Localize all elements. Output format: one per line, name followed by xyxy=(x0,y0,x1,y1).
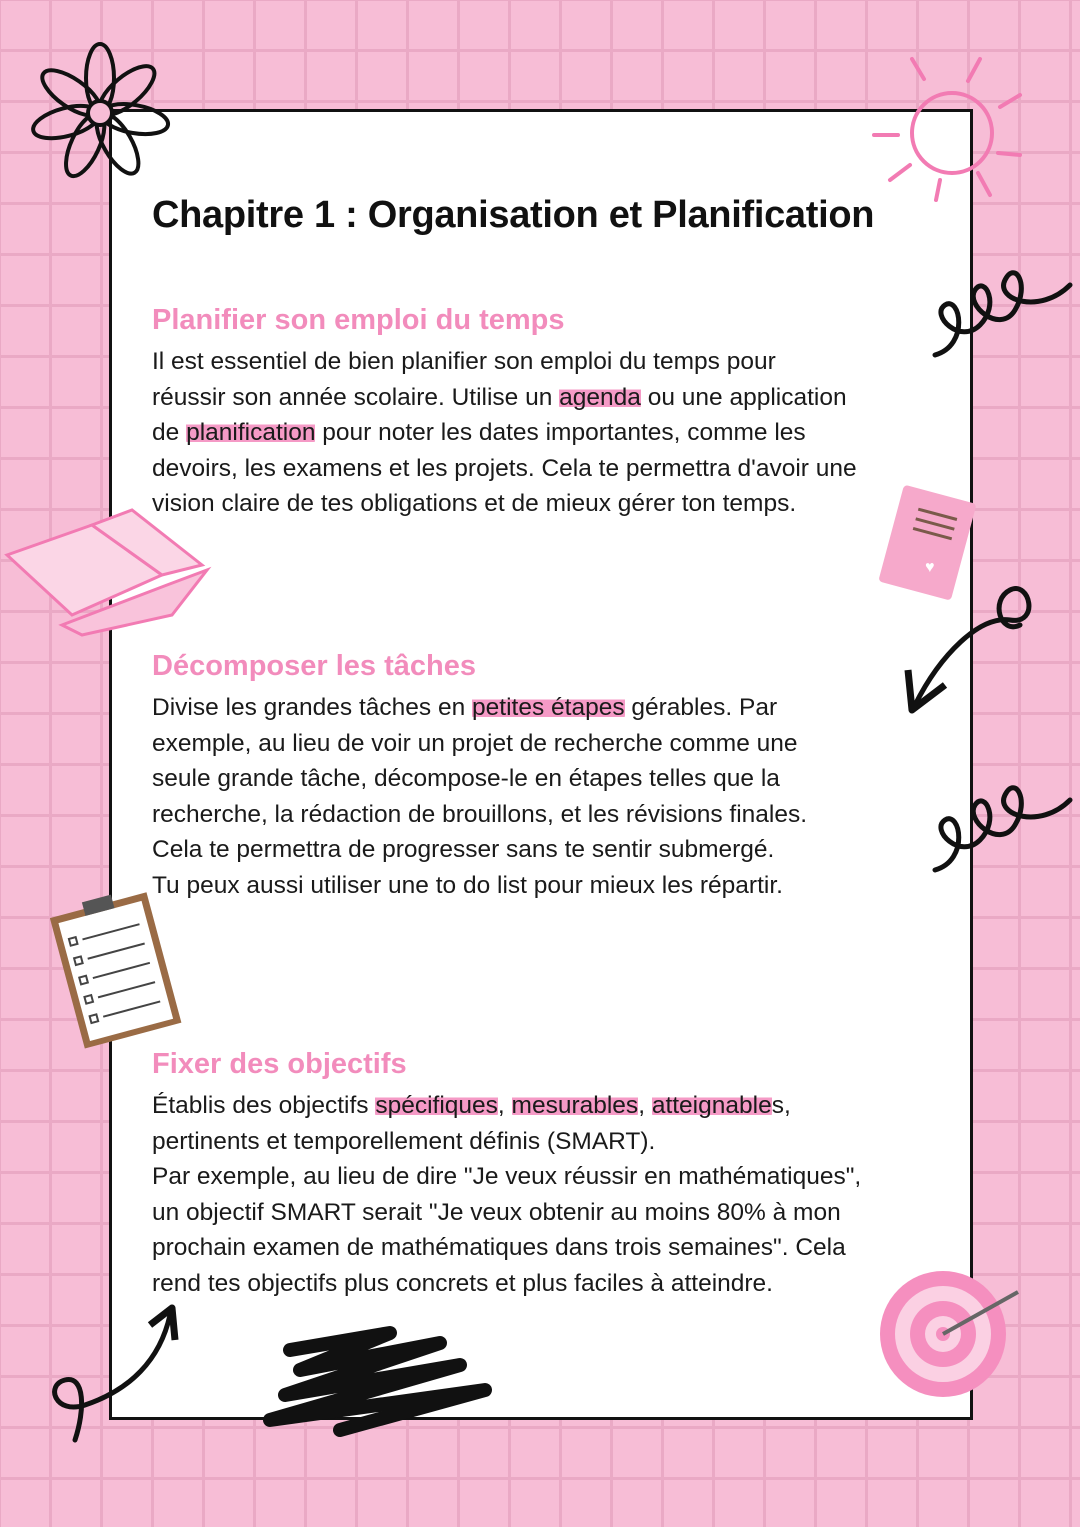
text-segment: un objectif SMART serait "Je veux obtenir au moins 80% à mon xyxy=(152,1198,841,1226)
section-heading-decomposer: Décomposer les tâches xyxy=(152,650,476,682)
loop-scribble-icon xyxy=(930,770,1080,880)
text-segment: exemple, au lieu de voir un projet de recherche comme une xyxy=(152,729,798,757)
section-body xyxy=(152,344,857,522)
text-segment: Tu peux aussi utiliser une to do list pour mieux les répartir. xyxy=(152,871,783,899)
section-body xyxy=(152,1088,861,1301)
text-segment: Établis des objectifs xyxy=(152,1092,376,1119)
text-line xyxy=(152,726,807,762)
text-segment: ou une application xyxy=(640,383,847,411)
clipboard-icon xyxy=(45,888,185,1048)
text-segment: prochain examen de mathématiques dans trois semaines". Cela xyxy=(152,1234,846,1261)
text-segment: , xyxy=(497,1092,512,1119)
text-line xyxy=(152,380,857,416)
section-heading-planifier: Planifier son emploi du temps xyxy=(152,304,565,336)
text-segment: rend tes objectifs plus concrets et plus faciles à atteindre. xyxy=(152,1269,773,1297)
text-segment: de xyxy=(152,419,187,446)
text-line xyxy=(152,1230,861,1266)
text-segment: Par exemple, au lieu de dire "Je veux réussir en mathématiques", xyxy=(152,1163,862,1190)
text-line xyxy=(152,868,807,904)
section-body xyxy=(152,690,807,903)
text-line xyxy=(152,1088,861,1124)
flower-icon xyxy=(40,38,170,178)
page-title: Chapitre 1 : Organisation et Planification xyxy=(152,194,875,236)
text-segment: seule grande tâche, décompose-le en étapes telles que la xyxy=(152,765,780,792)
loop-scribble-icon xyxy=(930,255,1080,365)
text-segment: , xyxy=(638,1092,652,1119)
text-segment: recherche, la rédaction de brouillons, et les révisions finales. xyxy=(152,800,808,828)
curved-arrow-icon xyxy=(40,1300,190,1450)
text-segment: Cela te permettra de progresser sans te sentir submergé. xyxy=(152,836,775,863)
text-line xyxy=(152,1159,861,1195)
highlighted-keyword: agenda xyxy=(559,383,641,411)
highlighted-keyword: atteignable xyxy=(651,1092,772,1119)
text-segment: gérables. Par xyxy=(624,694,778,721)
text-line xyxy=(152,690,807,726)
text-segment: pertinents et temporellement définis (SMART). xyxy=(152,1127,656,1155)
text-segment: Divise les grandes tâches en xyxy=(152,694,473,721)
text-segment: s, xyxy=(771,1092,791,1119)
highlighted-keyword: spécifiques xyxy=(375,1092,498,1119)
text-line xyxy=(152,486,857,522)
text-line xyxy=(152,415,857,451)
text-segment: pour noter les dates importantes, comme les xyxy=(315,419,806,446)
highlighted-keyword: planification xyxy=(186,419,316,446)
section-heading-objectifs: Fixer des objectifs xyxy=(152,1048,407,1080)
sun-icon xyxy=(870,55,1030,205)
text-line xyxy=(152,1124,861,1160)
curved-arrow-icon xyxy=(900,575,1040,715)
zigzag-scribble-icon xyxy=(250,1325,510,1435)
highlighted-keyword: mesurables xyxy=(511,1092,639,1119)
text-line xyxy=(152,832,807,868)
text-segment: réussir son année scolaire. Utilise un xyxy=(152,383,560,411)
text-line xyxy=(152,761,807,797)
text-line xyxy=(152,797,807,833)
target-icon xyxy=(878,1272,1028,1402)
text-segment: Il est essentiel de bien planifier son emploi du temps pour xyxy=(152,348,776,375)
text-segment: vision claire de tes obligations et de mieux gérer ton temps. xyxy=(152,490,797,517)
text-line xyxy=(152,1266,861,1302)
highlighted-keyword: petites étapes xyxy=(472,694,625,721)
svg-text:♥: ♥ xyxy=(925,559,935,576)
open-book-icon xyxy=(2,505,212,635)
text-line xyxy=(152,451,857,487)
text-line xyxy=(152,344,857,380)
text-line xyxy=(152,1195,861,1231)
text-segment: devoirs, les examens et les projets. Cela te permettra d'avoir une xyxy=(152,454,857,482)
